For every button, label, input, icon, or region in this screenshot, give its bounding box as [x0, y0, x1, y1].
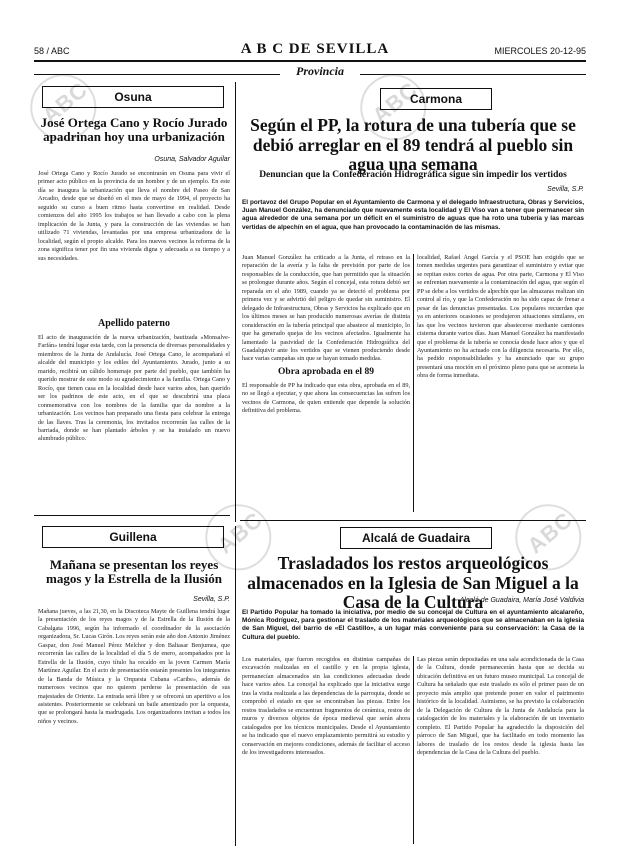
- carmona-subhead: Denuncian que la Confederación Hidrográfica sigue sin impedir los vertidos: [259, 170, 567, 180]
- issue-date: MIERCOLES 20-12-95: [494, 46, 586, 56]
- alcala-byline: Alcalá de Guadaira, María José Valdivia: [459, 597, 584, 604]
- newspaper-name: A B C DE SEVILLA: [240, 41, 390, 57]
- alcala-col1: Los materiales, que fueron recogidos en distintas campañas de excavación realizadas en el castillo y en la propia iglesia, permanecían almacenados sin las condiciones adecuadas desde hace varios años. La concejal ha explicado que la iniciativa surge tras la visita realizada a las dependencias de la parroquia, donde se comprobó el estado en que se encontraban las piezas. Entre los restos trasladados se encuentran fragmentos de cerámica, restos de muros y diversos objetos de época medieval que serán ahora catalogados por los técnicos municipales. Desde el Ayuntamiento se ha indicado que el nuevo emplazamiento permitirá su estudio y conservación en mejores condiciones, además de facilitar el acceso de los investigadores interesados.: [242, 656, 410, 756]
- watermark-logo: ABC: [212, 506, 268, 559]
- osuna-body: José Ortega Cano y Rocío Jurado se encontrarán en Osuna para vivir el primer acto público en la provincia de un hombre y de un ejemplo. En este día se inaugura la urbanización que lleva el nombre del Paseo de San Arcadio, desde que se diseñó en el mes de mayo de 1994, el proyecto ha seguido su curso a buen ritmo hasta convertirse en realidad. Desde comienzos del año 1995 los trabajos se han llevado a cabo con la plena implicación de la Junta, y para la construcción de las viviendas se han utilizado 71 viviendas, levantadas por una empresa urbanizadora de la localidad, según el propio alcalde. Para los nuevos vecinos la reforma de la zona significa tener por fin una vivienda digna y adecuada a su tiempo y a sus necesidades.: [38, 170, 230, 262]
- column-divider: [235, 526, 236, 846]
- watermark-logo: ABC: [367, 76, 423, 129]
- carmona-col1b: El responsable de PP ha indicado que esta obra, aprobada en el 89, no se llegó a ejecutar, y que ahora las consecuencias las sufren los vecinos de Carmona, de quien entiende que depende la solución definitiva del problema.: [242, 382, 410, 415]
- page-number: 58 / ABC: [34, 46, 70, 56]
- osuna-byline: Osuna, Salvador Aguilar: [154, 156, 230, 163]
- alcala-column-divider: [413, 656, 414, 844]
- carmona-section-label: Carmona: [380, 88, 492, 110]
- section-title: Provincia: [280, 64, 360, 79]
- watermark-logo: ABC: [522, 506, 578, 559]
- alcala-col2: Las piezas serán depositadas en una sala acondicionada de la Casa de la Cultura, donde permanecerán hasta que se decida su ubicación definitiva en un futuro museo municipal. La concejal de Cultura ha señalado que este traslado es sólo el primer paso de un proyecto más amplio que pretende poner en valor el patrimonio histórico de la localidad. Asimismo, se ha previsto la colaboración de la Delegación de Cultura de la Junta de Andalucía para la catalogación de los materiales y la elaboración de un inventario completo. El Partido Popular ha agradecido la disposición del párroco de San Miguel, que ha facilitado en todo momento las labores de traslado de los restos desde la iglesia hasta las dependencias de la Casa de la Cultura del pueblo.: [417, 656, 584, 756]
- carmona-subhead-2: Obra aprobada en el 89: [278, 367, 374, 377]
- guillena-byline: Sevilla, S.P.: [193, 596, 230, 603]
- header-rule: [34, 60, 586, 62]
- carmona-column-divider: [413, 254, 414, 512]
- osuna-body-2: El acto de inauguración de la nueva urbanización, bautizada «Monsalve-Farfán» tendrá lugar esta tarde, con la presencia de diversas personalidades y miembros de la Junta de Andalucía. José Ortega Cano, le acompañará el alcalde del municipio y los ediles del Ayuntamiento. Jurado, junto a su marido, recibirá un cálido homenaje por parte del pueblo, que también ha querido mostrar de este modo su agradecimiento a la familia. Ortega Cano y Rocío, que tienen casa en la localidad desde hace varios años, han querido ser los padrinos de este acto, en el que se descubrirá una placa conmemorativa con los nombres de la familia que da nombre a la urbanización. Los vecinos han preparado una fiesta para celebrar la entrega de las llaves. Tras la ceremonia, los invitados recorrerán las calles de la barriada, donde se han plantado árboles y se ha instalado un nuevo alumbrado público.: [38, 334, 230, 443]
- carmona-byline: Sevilla, S.P.: [547, 186, 584, 193]
- story-divider: [34, 515, 230, 516]
- column-divider: [235, 82, 236, 522]
- carmona-headline: Según el PP, la rotura de una tubería que se debió arreglar en el 89 tendrá al pueblo sin agua una semana: [250, 115, 576, 175]
- guillena-body: Mañana jueves, a las 21,30, en la Discoteca Mayte de Guillena tendrá lugar la presentación de los reyes magos y de la Estrella de la Ilusión de la Cabalgata 1996, según ha informado el coordinador de la asociación organizadora, Sr. Lucas Girón. Los reyes serán este año don Antonio Jiménez Gaspar, don José Manuel Pérez Melchor y don Baltasar Benjumea, que recorrerán las calles de la localidad el día 5 de enero, acompañados por la Estrella de la Ilusión, cuyo título ha recaído en la joven Carmen María Martínez Aguilar. En el acto de presentación estarán presentes los integrantes de la Banda de Música y la Orquesta Cubana «Caribe», además de numerosos vecinos que no quieren perderse la presentación de sus majestades de Oriente. La entrada será libre y se ofrecerá un aperitivo a los asistentes. Posteriormente se celebrará un baile amenizado por la orquesta, que se prolongará hasta la madrugada. Los organizadores invitan a todos los niños y vecinos.: [38, 608, 230, 725]
- osuna-headline: José Ortega Cano y Rocío Jurado apadrinan hoy una urbanización: [40, 115, 228, 144]
- osuna-subhead: Apellido paterno: [98, 318, 170, 329]
- carmona-col1: Juan Manuel González ha criticado a la Junta, el retraso en la reparación de la avería y la falta de previsión por parte de los responsables de la conducción, que han permitido que la situación se prolongue durante años. Según el concejal, esta rotura debió ser reparada en el año 1989, cuando ya se detectó el problema por primera vez y se advirtió del peligro de quedar sin suministro. El delegado de Infraestructura, Obras y Servicios ha explicado que en los últimos meses se han producido numerosas averías de distinta consideración en la tubería principal que abastece al municipio, lo que ha generado quejas de los vecinos afectados. Igualmente ha lamentado la pasividad de la Confederación Hidrográfica del Guadalquivir ante los vertidos que se vienen produciendo desde hace varias campañas sin que se hayan tomado medidas.: [242, 254, 410, 363]
- carmona-lead: El portavoz del Grupo Popular en el Ayuntamiento de Carmona y el delegado Infraestructura, Obras y Servicios, Juan Manuel González, ha denunciado que nuevamente esta localidad y El Viso van a tener que permanecer sin agua alrededor de una semana por un déficit en el suministro de aguas que ha roto una tubería y las marcas vertidas de alpechín en el agua, que han provocado la contaminación de las mismas.: [242, 199, 584, 231]
- guillena-section-label: Guillena: [42, 526, 224, 548]
- alcala-section-label: Alcalá de Guadaira: [340, 527, 492, 549]
- watermark-logo: ABC: [37, 76, 93, 129]
- alcala-headline: Trasladados los restos arqueológicos almacenados en la Iglesia de San Miguel a la Casa de la Cultura: [247, 553, 579, 613]
- alcala-lead: El Partido Popular ha tomado la iniciativa, por medio de su concejal de Cultura en el ayuntamiento alcalareño, Mónica Rodríguez, para gestionar el traslado de los materiales arqueológicos que se almacenaban en la iglesia de San Miguel, del barrio de «El Castillo», a un lugar más conveniente para su conservación: la Casa de la Cultura del pueblo.: [242, 609, 584, 641]
- osuna-section-label: Osuna: [42, 86, 224, 108]
- guillena-headline: Mañana se presentan los reyes magos y la Estrella de la Ilusión: [45, 557, 222, 586]
- carmona-col2: localidad, Rafael Ángel García y el PSOE han exigido que se tomen medidas urgentes para garantizar el suministro y evitar que se repitan estos cortes de agua. Por otra parte, Carmona y El Viso se enfrentan nuevamente a la contaminación del agua, que según el PP se debe a los vertidos de alpechín que las almazaras realizan sin control al río, y que la Confederación no ha sido capaz de frenar a pesar de las denuncias presentadas. Los populares recuerdan que ya en anteriores ocasiones se produjeron situaciones similares, en las que los vecinos tuvieron que abastecerse mediante camiones cisterna durante varios días. Juan Manuel González ha manifestado que el problema de la tubería se conocía desde hace años y que el Ayuntamiento no ha actuado con la diligencia necesaria. Por ello, ha pedido responsabilidades y ha anunciado que su grupo presentará una moción en el próximo pleno para que se acometa la obra de forma inmediata.: [417, 254, 584, 380]
